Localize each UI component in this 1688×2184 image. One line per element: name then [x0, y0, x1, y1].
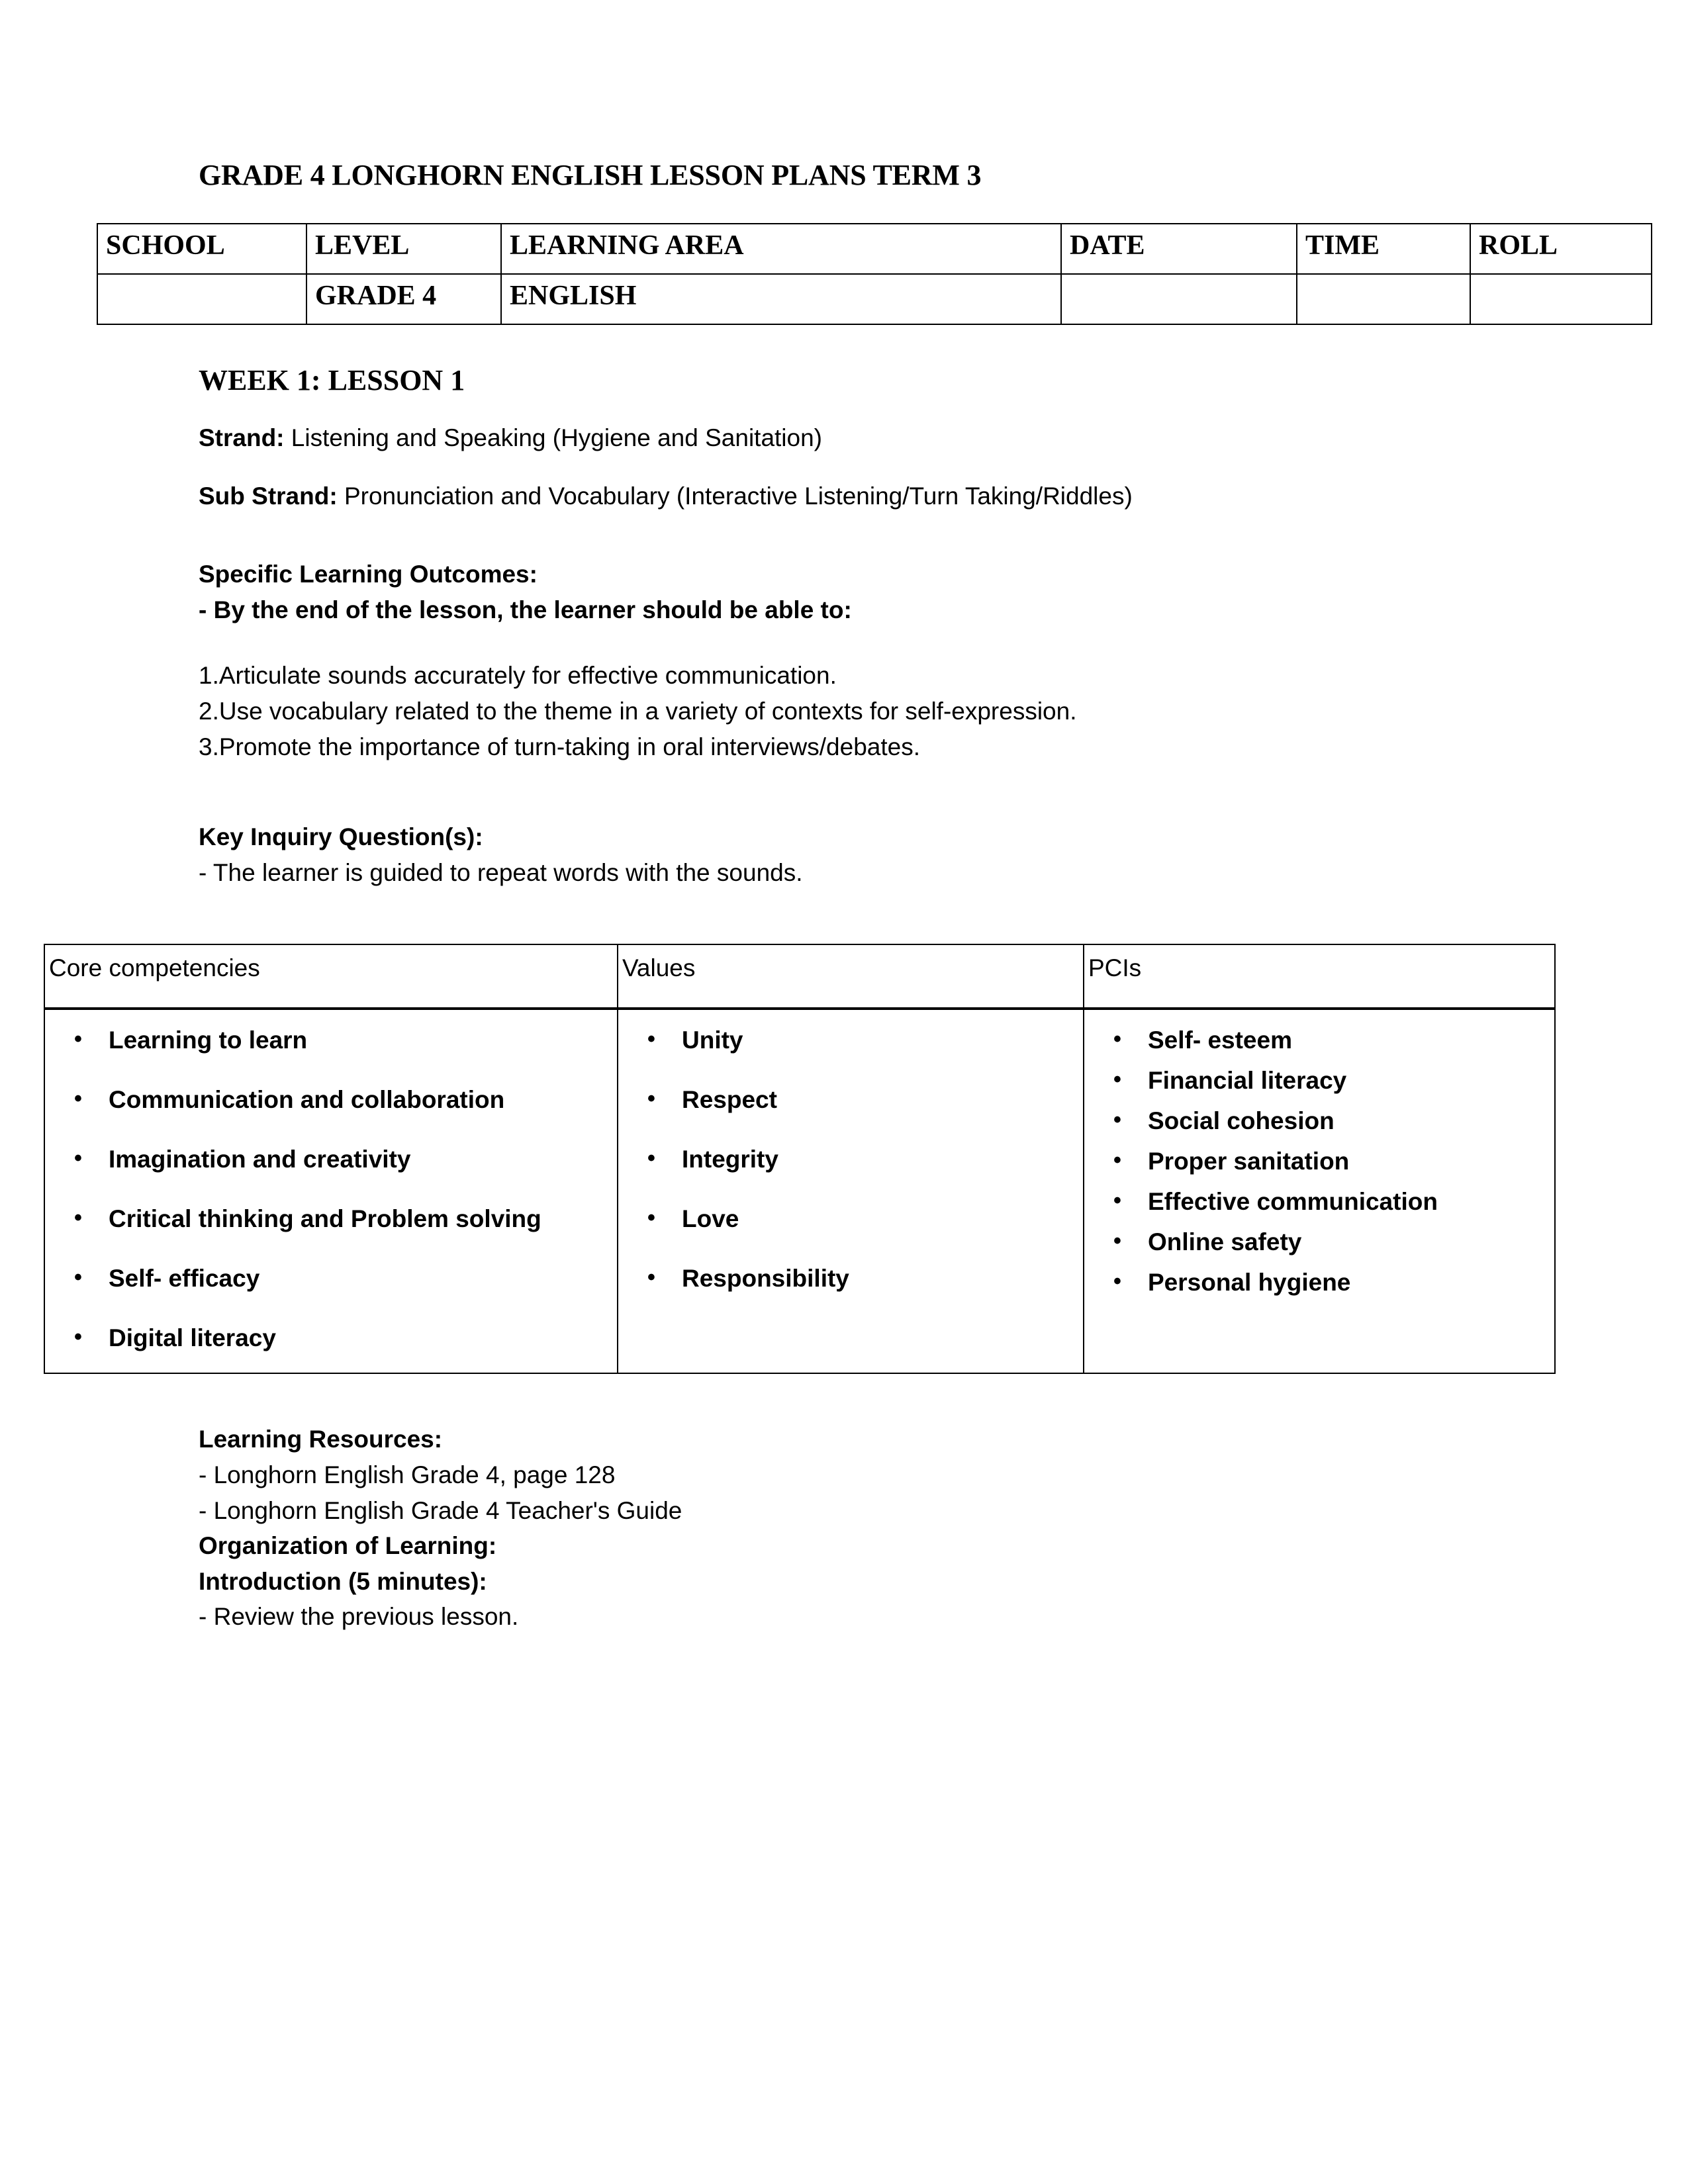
table-row	[44, 1009, 1555, 1374]
table-row	[97, 274, 1652, 324]
header-cell-level: LEVEL	[306, 224, 501, 274]
list-item-label: Effective communication	[1148, 1188, 1438, 1216]
outcomes-heading: Specific Learning Outcomes:	[199, 561, 538, 588]
list-item-label: Personal hygiene	[1148, 1269, 1351, 1297]
list-item: 1.Articulate sounds accurately for effective communication.	[199, 662, 837, 690]
list-item: - Longhorn English Grade 4 Teacher's Guide	[199, 1496, 682, 1524]
values-wrapper	[618, 1024, 1083, 1309]
value-cell-learning-area[interactable]: ENGLISH	[501, 274, 1061, 324]
value-cell-time[interactable]	[1297, 274, 1470, 324]
values-list	[618, 1024, 1083, 1295]
strand-value: Listening and Speaking (Hygiene and Sanitation)	[284, 424, 823, 451]
bullet-icon: •	[1113, 1147, 1121, 1173]
list-item	[74, 1322, 617, 1354]
learning-outcomes-block	[199, 557, 1598, 765]
header-cell-school: SCHOOL	[97, 224, 306, 274]
week-lesson-heading: WEEK 1: LESSON 1	[199, 363, 465, 396]
sub-strand-line	[199, 481, 1598, 512]
bullet-icon: •	[1113, 1066, 1121, 1092]
bullet-icon: •	[1113, 1188, 1121, 1214]
list-item	[74, 1203, 617, 1235]
outcomes-subheading: - By the end of the lesson, the learner should be able to:	[199, 596, 852, 623]
lesson-footer	[199, 1422, 1598, 1635]
header-cell-time: TIME	[1297, 224, 1470, 274]
list-item-label: Unity	[682, 1026, 743, 1054]
header-cell-values: Values	[618, 944, 1084, 1009]
bullet-icon: •	[74, 1205, 82, 1230]
list-item-label: Social cohesion	[1148, 1107, 1335, 1134]
list-item-label: Learning to learn	[109, 1026, 308, 1054]
header-cell-pcis: PCIs	[1084, 944, 1555, 1009]
lesson-header-table	[97, 223, 1652, 325]
header-cell-learning-area: LEARNING AREA	[501, 224, 1061, 274]
strand-line	[199, 423, 1598, 453]
list-item	[1113, 1105, 1554, 1137]
value-cell-roll[interactable]	[1470, 274, 1652, 324]
introduction-heading: Introduction (5 minutes):	[199, 1567, 487, 1595]
list-item	[74, 1084, 617, 1116]
competency-table	[44, 944, 1556, 1375]
bullet-icon: •	[1113, 1026, 1121, 1052]
bullet-icon: •	[647, 1145, 655, 1171]
list-item	[647, 1024, 1083, 1056]
outcomes-list	[199, 658, 1598, 765]
list-item	[647, 1203, 1083, 1235]
key-inquiry-block	[199, 819, 1598, 890]
bullet-icon: •	[647, 1205, 655, 1230]
core-competencies-wrapper	[45, 1024, 617, 1355]
value-cell-school[interactable]	[97, 274, 306, 324]
list-item-label: Proper sanitation	[1148, 1147, 1350, 1175]
list-item	[1113, 1186, 1554, 1218]
list-item: 3.Promote the importance of turn-taking in oral interviews/debates.	[199, 733, 921, 761]
list-item-label: Respect	[682, 1085, 777, 1113]
page-title: GRADE 4 LONGHORN ENGLISH LESSON PLANS TERM 3	[199, 159, 982, 191]
bullet-icon: •	[1113, 1107, 1121, 1132]
header-cell-core-competencies: Core competencies	[44, 944, 618, 1009]
bullet-icon: •	[1113, 1269, 1121, 1295]
list-item: - Longhorn English Grade 4, page 128	[199, 1461, 616, 1488]
sub-strand-label: Sub Strand:	[199, 482, 338, 510]
value-cell-level[interactable]: GRADE 4	[306, 274, 501, 324]
list-item	[647, 1263, 1083, 1295]
list-item	[1113, 1146, 1554, 1177]
list-item: 2.Use vocabulary related to the theme in a variety of contexts for self-expression.	[199, 698, 1077, 725]
document-content	[49, 159, 1598, 1635]
bullet-icon: •	[647, 1265, 655, 1291]
pcis-wrapper	[1084, 1024, 1554, 1309]
key-inquiry-heading: Key Inquiry Question(s):	[199, 823, 483, 851]
list-item-label: Critical thinking and Problem solving	[109, 1205, 541, 1232]
list-item: - The learner is guided to repeat words with the sounds.	[199, 859, 803, 887]
list-item	[1113, 1024, 1554, 1056]
list-item	[647, 1084, 1083, 1116]
list-item-label: Love	[682, 1205, 739, 1232]
header-cell-date: DATE	[1061, 224, 1297, 274]
list-item-label: Responsibility	[682, 1265, 849, 1293]
list-item-label: Imagination and creativity	[109, 1145, 411, 1173]
list-item-label: Self- esteem	[1148, 1026, 1292, 1054]
sub-strand-value: Pronunciation and Vocabulary (Interactive Listening/Turn Taking/Riddles)	[337, 482, 1133, 510]
list-item-label: Integrity	[682, 1145, 778, 1173]
bullet-icon: •	[1113, 1228, 1121, 1254]
lesson-body	[199, 363, 1598, 891]
learning-resources-heading: Learning Resources:	[199, 1426, 443, 1453]
organization-heading: Organization of Learning:	[199, 1532, 497, 1560]
list-item	[74, 1024, 617, 1056]
list-item	[647, 1144, 1083, 1175]
list-item-label: Online safety	[1148, 1228, 1302, 1256]
list-item-label: Communication and collaboration	[109, 1085, 505, 1113]
cell-pcis	[1084, 1009, 1555, 1374]
bullet-icon: •	[74, 1265, 82, 1291]
bullet-icon: •	[74, 1145, 82, 1171]
list-item-label: Financial literacy	[1148, 1066, 1347, 1094]
strand-label: Strand:	[199, 424, 285, 451]
list-item-label: Digital literacy	[109, 1324, 276, 1352]
value-cell-date[interactable]	[1061, 274, 1297, 324]
list-item	[1113, 1065, 1554, 1097]
header-cell-roll: ROLL	[1470, 224, 1652, 274]
cell-values	[618, 1009, 1084, 1374]
table-row	[44, 944, 1555, 1009]
list-item: - Review the previous lesson.	[199, 1603, 519, 1631]
core-competencies-list	[45, 1024, 617, 1355]
bullet-icon: •	[74, 1324, 82, 1350]
bullet-icon: •	[74, 1026, 82, 1052]
pcis-list	[1084, 1024, 1554, 1299]
list-item	[74, 1263, 617, 1295]
list-item	[74, 1144, 617, 1175]
list-item	[1113, 1267, 1554, 1298]
bullet-icon: •	[647, 1085, 655, 1111]
table-row	[97, 224, 1652, 274]
bullet-icon: •	[74, 1085, 82, 1111]
cell-core-competencies	[44, 1009, 618, 1374]
bullet-icon: •	[647, 1026, 655, 1052]
list-item	[1113, 1226, 1554, 1258]
list-item-label: Self- efficacy	[109, 1265, 260, 1293]
